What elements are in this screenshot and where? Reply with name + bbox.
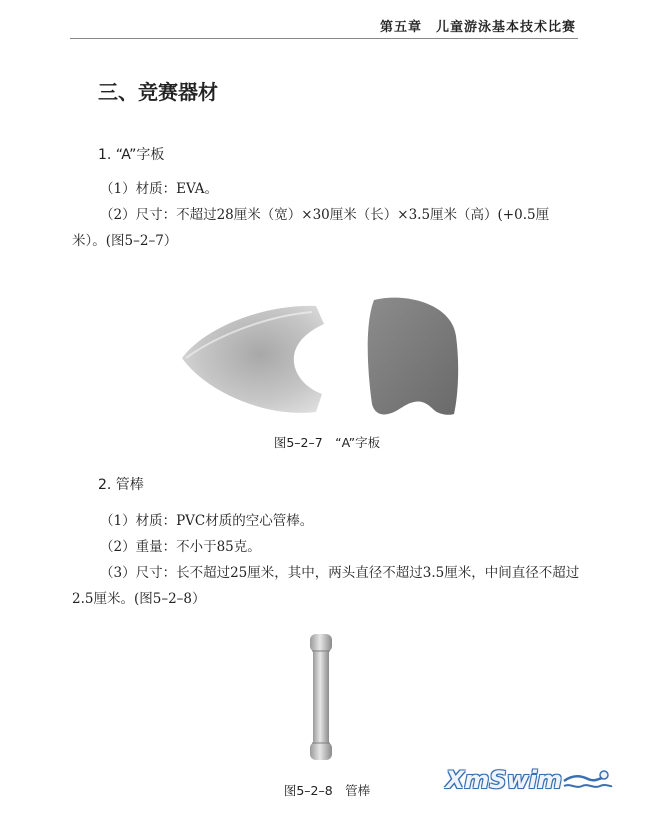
item1-paragraph xyxy=(72,176,582,254)
a-board-figure xyxy=(176,296,466,422)
item1-line-size: （2）尺寸：不超过28厘米（宽）×30厘米（长）×3.5厘米（高）(+0.5厘米）。(图5–2–7） xyxy=(72,207,550,249)
watermark xyxy=(446,766,614,794)
item2-title: 2. 管棒 xyxy=(98,477,144,493)
figure-5-2-8-caption: 图5–2–8 管棒 xyxy=(283,783,371,798)
swimmer-logo-icon xyxy=(562,769,614,791)
item2-line-weight: （2）重量：不小于85克。 xyxy=(100,539,261,555)
watermark-text: XmSwim xyxy=(445,766,562,794)
figure-5-2-7-caption: 图5–2–7 “A”字板 xyxy=(273,435,381,450)
header-rule xyxy=(70,38,578,39)
item1-line-material: （1）材质：EVA。 xyxy=(100,181,219,197)
a-board-front xyxy=(182,306,324,413)
item2-line-size: （3）尺寸：长不超过25厘米，其中，两头直径不超过3.5厘米，中间直径不超过2.5厘米。(图5–2–8） xyxy=(72,565,580,607)
section-title: 三、竞赛器材 xyxy=(98,80,218,104)
item1-title: 1. “A”字板 xyxy=(98,147,165,163)
item2-line-material: （1）材质：PVC材质的空心管棒。 xyxy=(100,513,314,529)
item2-paragraph xyxy=(72,508,582,612)
a-board-back xyxy=(368,298,458,415)
running-header: 第五章 儿童游泳基本技术比赛 xyxy=(379,20,576,35)
tube-stick-figure xyxy=(304,632,338,762)
